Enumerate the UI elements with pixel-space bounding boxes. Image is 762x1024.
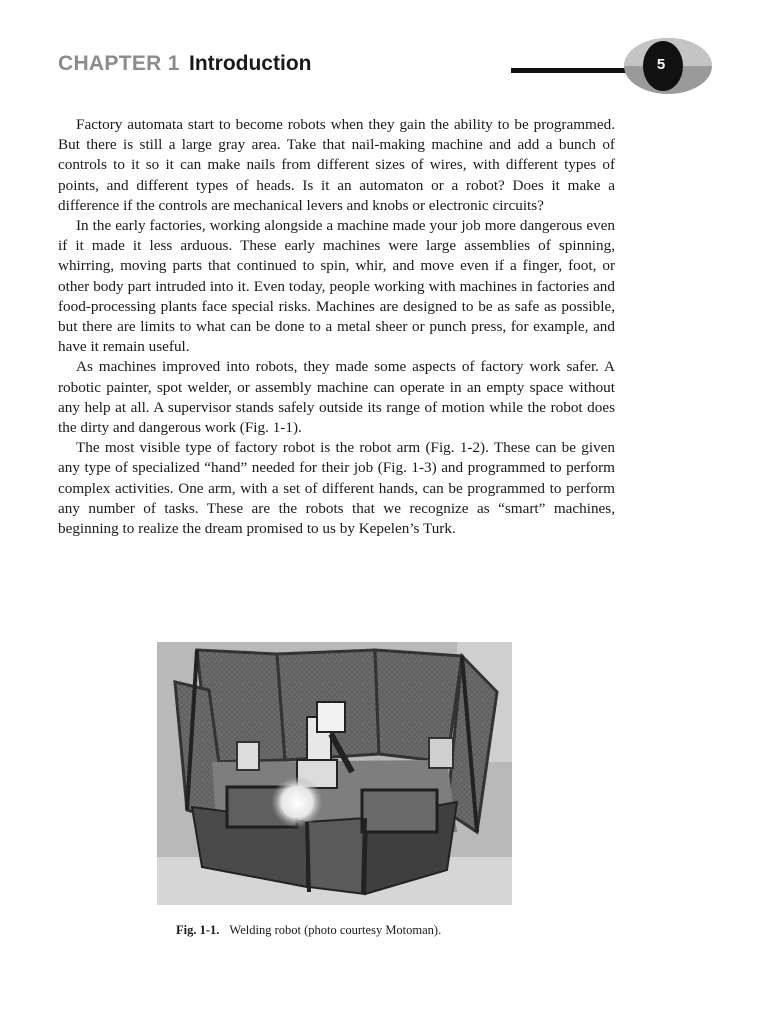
figure-caption-text: Welding robot (photo courtesy Motoman). [229,923,442,937]
chapter-label: CHAPTER 1 [58,52,180,75]
body-text [58,115,615,539]
chapter-title: Introduction [189,52,312,75]
figure-label: Fig. 1-1. [176,923,220,937]
paragraph: In the early factories, working alongside a machine made your job more dangerous even if it made it less arduous. These early machines were large assemblies of spinning, whirring, moving parts that continued to spin, whir, and move even if a finger, foot, or other body part intruded into it. Even today, people working with machines in factories and food-processing plants face special risks. Machines are designed to be as safe as possible, but there are limits to what can be done to a metal sheer or punch press, for example, and have it remain useful. [58,217,615,356]
paragraph: Factory automata start to become robots when they gain the ability to be programmed. But there is still a large gray area. Take that nail-making machine and add a bunch of controls to it so it can make nails from different sizes of wires, with different types of points, and different types of heads. Is it an automaton or a robot? Does it make a difference if the controls are mechanical levers and knobs or electronic circuits? [58,116,615,214]
paragraph: The most visible type of factory robot is the robot arm (Fig. 1-2). These can be given any type of specialized “hand” needed for their job (Fig. 1-3) and programmed to perform complex activities. One arm, with a set of different hands, can be programmed to perform any number of tasks. These are the robots that we recognize as “smart” machines, beginning to realize the dream promised to us by Kepelen’s Turk. [58,439,615,538]
page-number: 5 [656,56,666,73]
figure-caption [176,923,441,938]
page-header [58,50,708,102]
welding-robot-photo [157,642,512,905]
paragraph: As machines improved into robots, they made some aspects of factory work safer. A robotic painter, spot welder, or assembly machine can operate in an empty space without any help at all. A supervisor stands safely outside its range of motion while the robot does the dirty and dangerous work (Fig. 1-1). [58,358,615,437]
